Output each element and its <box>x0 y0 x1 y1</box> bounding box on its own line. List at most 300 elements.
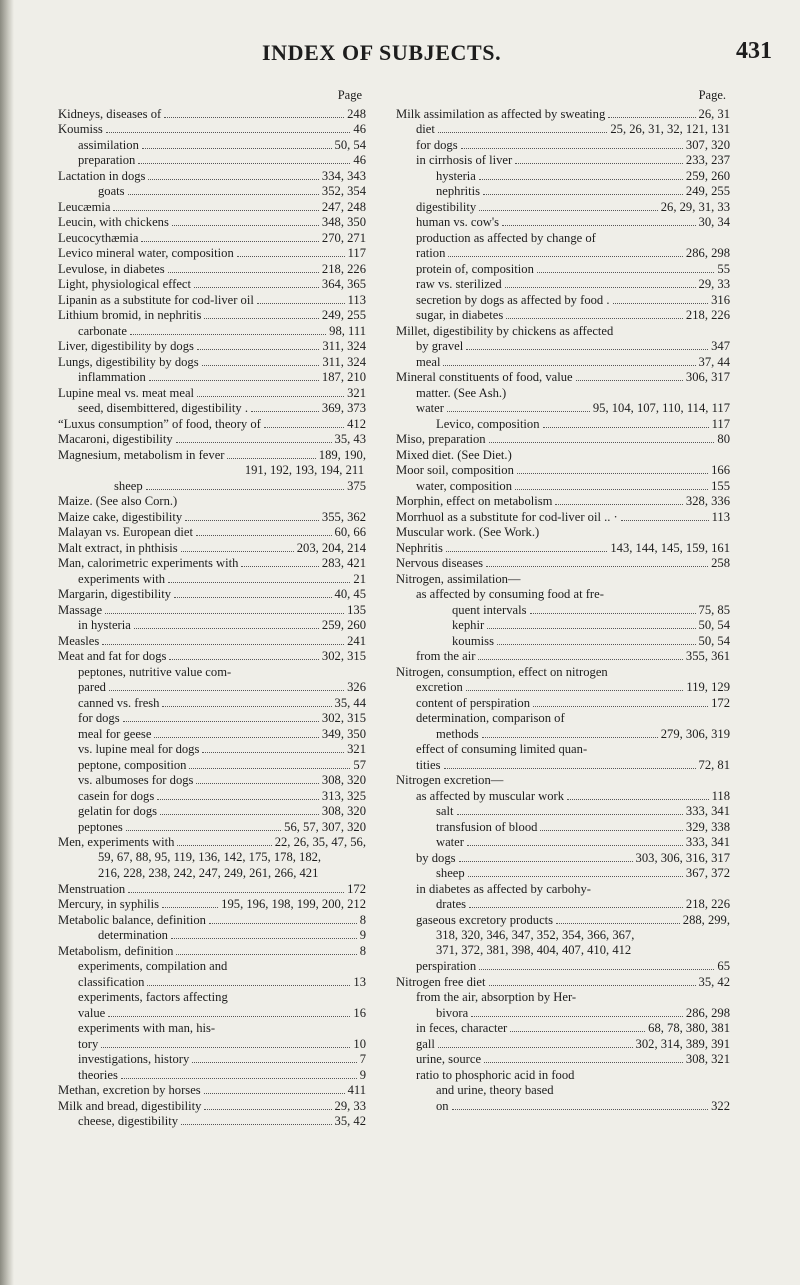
index-entry <box>58 974 366 990</box>
index-entry <box>396 246 730 262</box>
index-entry <box>396 463 730 479</box>
index-entry <box>58 1052 366 1068</box>
index-entry <box>396 850 730 866</box>
dot-leader <box>510 1031 645 1032</box>
index-entry <box>58 804 366 820</box>
index-entry <box>396 494 730 510</box>
index-term: salt <box>436 804 454 818</box>
dot-leader <box>202 752 344 753</box>
index-term: Malt extract, in phthisis <box>58 540 178 555</box>
index-term: vs. lupine meal for dogs <box>78 742 200 756</box>
page-reference: 316 <box>711 292 730 307</box>
dot-leader <box>438 1047 633 1048</box>
index-entry <box>58 928 366 944</box>
index-term: peptones, nutritive value com- <box>78 664 232 679</box>
index-entry <box>396 478 730 494</box>
page-reference: 26, 29, 31, 33 <box>660 199 730 214</box>
index-entry <box>58 897 366 913</box>
index-term: hysteria <box>436 168 476 183</box>
dot-leader <box>189 768 350 769</box>
dot-leader <box>171 938 357 939</box>
index-term: as affected by consuming food at fre- <box>416 587 604 601</box>
page-reference: 308, 320 <box>321 804 366 818</box>
page-reference: 308, 320 <box>321 773 366 787</box>
index-entry <box>396 664 730 680</box>
dot-leader <box>181 551 294 552</box>
index-term: nephritis <box>436 184 481 198</box>
index-term: tory <box>78 1036 99 1051</box>
page-reference: 311, 324 <box>322 354 366 369</box>
dot-leader <box>204 318 319 319</box>
index-term: assimilation <box>78 137 139 152</box>
page-reference: 172 <box>347 881 366 896</box>
page-reference: 329, 338 <box>685 819 730 834</box>
index-term: Mineral constituents of food, value <box>396 370 573 384</box>
index-term: Nitrogen free diet <box>396 974 486 989</box>
dot-leader <box>540 830 682 831</box>
page-reference: 288, 299, <box>682 912 730 927</box>
dot-leader <box>168 582 350 583</box>
dot-leader <box>478 659 682 660</box>
index-entry <box>58 773 366 789</box>
index-term: Metabolic balance, definition <box>58 912 206 927</box>
index-entry <box>396 261 730 277</box>
index-term: perspiration <box>416 959 477 973</box>
dot-leader <box>142 148 332 149</box>
index-term: Koumiss <box>58 122 103 136</box>
dot-leader <box>468 876 683 877</box>
dot-leader <box>169 659 319 660</box>
index-term: Liver, digestibility by dogs <box>58 339 194 353</box>
index-term: Lithium bromid, in nephritis <box>58 308 202 322</box>
index-term: in diabetes as affected by carbohy- <box>416 881 591 896</box>
dot-leader <box>148 179 318 180</box>
dot-leader <box>621 520 709 521</box>
dot-leader <box>576 380 683 381</box>
index-term: Maize. (See also Corn.) <box>58 494 178 508</box>
page-reference: 25, 26, 31, 32, 121, 131 <box>610 122 730 136</box>
index-term: quent intervals <box>452 602 527 617</box>
index-entry <box>58 246 366 262</box>
index-entry <box>58 292 366 308</box>
index-entry <box>58 122 366 138</box>
index-entry <box>396 1098 730 1114</box>
index-term: determination, comparison of <box>416 711 565 725</box>
index-term: Levulose, in diabetes <box>58 261 165 276</box>
index-term: water, composition <box>416 478 513 493</box>
index-entry <box>58 881 366 897</box>
index-entry <box>58 695 366 711</box>
dot-leader <box>181 1124 331 1125</box>
page-reference: 113 <box>347 292 366 307</box>
page-reference: 56, 57, 307, 320 <box>284 819 366 834</box>
page-reference: 50, 54 <box>334 137 366 152</box>
index-term: by gravel <box>416 339 464 353</box>
index-term: cheese, digestibility <box>78 1114 179 1128</box>
dot-leader <box>452 1109 709 1110</box>
index-entry <box>396 618 730 634</box>
page-reference: 313, 325 <box>321 788 366 803</box>
index-entry <box>58 168 366 184</box>
dot-leader <box>613 303 709 304</box>
dot-leader <box>196 535 332 536</box>
index-entry <box>58 711 366 727</box>
page-reference: 95, 104, 107, 110, 114, 117 <box>592 401 730 415</box>
index-entry <box>396 881 730 897</box>
index-entry <box>58 478 366 494</box>
index-term: experiments with <box>78 571 166 586</box>
index-entry <box>58 990 366 1006</box>
index-term: Leucin, with chickens <box>58 215 169 229</box>
page-reference: 195, 196, 198, 199, 200, 212 <box>221 897 366 911</box>
page-reference: 367, 372 <box>685 866 730 880</box>
index-term: Lungs, digestibility by dogs <box>58 354 199 369</box>
index-term: peptones <box>78 819 123 834</box>
dot-leader <box>537 272 715 273</box>
index-term: Massage <box>58 602 103 617</box>
page-reference: 40, 45 <box>334 587 366 601</box>
page-reference: 375 <box>347 478 366 493</box>
page-reference: 333, 341 <box>685 804 730 818</box>
index-term: Milk and bread, digestibility <box>58 1098 202 1113</box>
index-term: Lipanin as a substitute for cod-liver oil <box>58 292 254 307</box>
page-reference: 75, 85 <box>698 602 730 617</box>
index-entry <box>58 215 366 231</box>
index-term: tities <box>416 757 441 772</box>
index-term: for dogs <box>78 711 120 725</box>
index-entry <box>58 447 366 463</box>
index-entry <box>58 137 366 153</box>
index-entry <box>396 153 730 169</box>
index-entry <box>58 757 366 773</box>
index-term: Lactation in dogs <box>58 168 146 183</box>
page-reference: 60, 66 <box>334 525 366 539</box>
index-entry <box>58 1083 366 1099</box>
page-reference: 8 <box>359 912 366 927</box>
index-term: raw vs. sterilized <box>416 277 502 291</box>
page-reference: 8 <box>359 943 366 958</box>
page-reference: 119, 129 <box>686 680 730 694</box>
dot-leader <box>121 1078 357 1079</box>
index-term: in cirrhosis of liver <box>416 153 513 167</box>
dot-leader <box>174 597 331 598</box>
index-entry <box>58 835 366 851</box>
page-reference: 29, 33 <box>698 277 730 291</box>
dot-leader <box>194 287 319 288</box>
index-term: value <box>78 1005 106 1020</box>
page-reference: 50, 54 <box>698 618 730 632</box>
page-reference: 118 <box>711 788 730 803</box>
dot-leader <box>479 210 658 211</box>
index-term: Margarin, digestibility <box>58 587 172 601</box>
dot-leader <box>126 830 281 831</box>
dot-leader <box>138 163 350 164</box>
index-entry-continuation: 59, 67, 88, 95, 119, 136, 142, 175, 178, 182, <box>98 850 322 864</box>
index-entry <box>396 974 730 990</box>
dot-leader <box>202 365 320 366</box>
index-term: water <box>416 401 444 415</box>
index-entry <box>58 416 366 432</box>
index-entry <box>58 788 366 804</box>
index-entry <box>396 323 730 339</box>
dot-leader <box>105 613 344 614</box>
index-term: Nephritis <box>396 540 443 555</box>
index-entry <box>58 509 366 525</box>
index-entry <box>396 649 730 665</box>
index-entry <box>396 1052 730 1068</box>
page-reference: 347 <box>711 339 730 353</box>
page-reference: 57 <box>353 757 366 772</box>
page-reference: 135 <box>347 602 366 617</box>
dot-leader <box>177 845 271 846</box>
dot-leader <box>487 628 695 629</box>
page-reference: 7 <box>359 1052 366 1066</box>
page-reference: 16 <box>353 1005 366 1020</box>
dot-leader <box>517 473 708 474</box>
index-term: goats <box>98 184 125 198</box>
dot-leader <box>128 892 344 893</box>
dot-leader <box>543 427 709 428</box>
index-term: Maize cake, digestibility <box>58 509 183 524</box>
index-term: Magnesium, metabolism in fever <box>58 447 225 462</box>
index-entry <box>58 556 366 572</box>
index-entry <box>58 1036 366 1052</box>
page-reference: 348, 350 <box>321 215 366 229</box>
dot-leader <box>486 566 708 567</box>
index-entry <box>396 711 730 727</box>
index-column-right <box>396 88 730 1114</box>
dot-leader <box>446 551 607 552</box>
index-term: Levico mineral water, composition <box>58 246 234 260</box>
page-reference: 218, 226 <box>685 308 730 322</box>
index-term: experiments, factors affecting <box>78 990 228 1004</box>
index-entry <box>396 447 730 463</box>
index-entry-continuation: 191, 192, 193, 194, 211 <box>244 462 364 477</box>
index-term: Mercury, in syphilis <box>58 897 159 911</box>
dot-leader <box>113 210 318 211</box>
dot-leader <box>108 1016 350 1017</box>
index-term: water <box>436 835 464 849</box>
index-term: from the air, absorption by Her- <box>416 990 577 1004</box>
page-reference: 349, 350 <box>321 726 366 741</box>
index-term: Light, physiological effect <box>58 277 192 291</box>
index-entry <box>396 230 730 246</box>
index-entry <box>396 509 730 525</box>
index-term: peptone, composition <box>78 757 187 772</box>
page-reference: 307, 320 <box>685 137 730 152</box>
page-reference: 333, 341 <box>685 835 730 849</box>
index-entry <box>58 354 366 370</box>
page-reference: 334, 343 <box>321 168 366 183</box>
index-entry <box>58 540 366 556</box>
page-reference: 247, 248 <box>321 199 366 214</box>
index-term: matter. (See Ash.) <box>416 385 507 400</box>
index-entry <box>58 1098 366 1114</box>
dot-leader <box>506 318 683 319</box>
page-reference: 303, 306, 316, 317 <box>635 850 730 865</box>
dot-leader <box>109 690 344 691</box>
index-entry <box>396 773 730 789</box>
index-entry <box>58 587 366 603</box>
index-term: ration <box>416 246 446 260</box>
index-term: Macaroni, digestibility <box>58 432 173 446</box>
page-reference: 22, 26, 35, 47, 56, <box>274 835 366 849</box>
index-term: Kidneys, diseases of <box>58 106 162 121</box>
index-term: classification <box>78 974 145 989</box>
dot-leader <box>168 272 319 273</box>
index-term: Milk assimilation as affected by sweating <box>396 106 606 121</box>
index-entry <box>58 602 366 618</box>
page-reference: 29, 33 <box>334 1098 366 1113</box>
index-entry <box>58 153 366 169</box>
dot-leader <box>227 458 315 459</box>
dot-leader <box>484 1062 683 1063</box>
dot-leader <box>204 1093 345 1094</box>
page-reference: 72, 81 <box>698 757 730 772</box>
index-entry <box>58 339 366 355</box>
dot-leader <box>251 411 319 412</box>
page-reference: 13 <box>353 974 366 989</box>
index-term: investigations, history <box>78 1052 190 1066</box>
page-reference: 65 <box>717 959 730 973</box>
page-reference: 10 <box>353 1036 366 1051</box>
index-entry <box>58 912 366 928</box>
page-number: 431 <box>736 38 772 64</box>
page-reference: 172 <box>711 695 730 710</box>
index-term: on <box>436 1098 449 1113</box>
index-entry <box>396 106 730 122</box>
index-term: meal <box>416 354 441 369</box>
dot-leader <box>466 690 684 691</box>
index-entry <box>396 277 730 293</box>
dot-leader <box>196 783 318 784</box>
page-reference: 46 <box>353 122 366 136</box>
index-entry <box>58 525 366 541</box>
page-reference: 321 <box>347 742 366 756</box>
page-reference: 155 <box>711 478 730 493</box>
index-term: sheep <box>436 866 465 880</box>
page-reference: 306, 317 <box>685 370 730 384</box>
dot-leader <box>264 427 344 428</box>
index-entry <box>396 385 730 401</box>
index-term: Meat and fat for dogs <box>58 649 167 663</box>
dot-leader <box>457 814 683 815</box>
dot-leader <box>479 179 683 180</box>
page-reference: 35, 42 <box>698 974 730 989</box>
dot-leader <box>555 504 682 505</box>
page-reference: 143, 144, 145, 159, 161 <box>610 540 730 555</box>
index-entry <box>396 292 730 308</box>
index-entry <box>396 866 730 882</box>
index-term: ratio to phosphoric acid in food <box>416 1067 575 1082</box>
page-reference: 279, 306, 319 <box>660 726 730 741</box>
index-entry <box>396 215 730 231</box>
dot-leader <box>176 442 332 443</box>
index-entry <box>58 370 366 386</box>
index-entry-continuation: 318, 320, 346, 347, 352, 354, 366, 367, <box>436 927 635 942</box>
page-reference: 270, 271 <box>321 230 366 245</box>
page-reference: 355, 361 <box>685 649 730 663</box>
dot-leader <box>443 365 695 366</box>
index-term: canned vs. fresh <box>78 695 160 710</box>
index-term: pared <box>78 680 106 694</box>
page-column-label: Page <box>337 88 362 102</box>
page-reference: 286, 298 <box>685 246 730 260</box>
index-entry <box>58 726 366 742</box>
index-term: Nitrogen, consumption, effect on nitrogen <box>396 664 608 679</box>
index-term: Morrhuol as a substitute for cod-liver oil .. · <box>396 509 618 524</box>
index-entry <box>58 184 366 200</box>
page-reference: 35, 42 <box>334 1114 366 1128</box>
dot-leader <box>147 985 350 986</box>
page-column-label: Page. <box>698 88 726 102</box>
index-entry <box>396 432 730 448</box>
index-term: gelatin for dogs <box>78 804 158 818</box>
index-term: in hysteria <box>78 618 131 632</box>
index-entry <box>396 757 730 773</box>
index-term: Leucæmia <box>58 199 111 214</box>
page-reference: 50, 54 <box>698 633 730 648</box>
index-entry <box>396 726 730 742</box>
page-reference: 166 <box>711 463 730 477</box>
page-reference: 113 <box>711 509 730 524</box>
page-reference: 80 <box>717 432 730 446</box>
dot-leader <box>123 721 319 722</box>
running-title: INDEX OF SUBJECTS. <box>262 40 502 65</box>
page-reference: 26, 31 <box>698 106 730 121</box>
index-term: Muscular work. (See Work.) <box>396 525 540 539</box>
page-spine-shadow <box>0 0 14 1285</box>
index-term: kephir <box>452 618 485 632</box>
index-term: inflammation <box>78 370 146 384</box>
dot-leader <box>533 706 708 707</box>
index-entry <box>58 1005 366 1021</box>
dot-leader <box>197 396 344 397</box>
index-term: Measles <box>58 633 100 648</box>
index-entry <box>58 323 366 339</box>
page-reference: 321 <box>347 385 366 400</box>
index-entry <box>396 556 730 572</box>
page-reference: 328, 336 <box>685 494 730 508</box>
dot-leader <box>237 256 345 257</box>
index-term: “Luxus consumption” of food, theory of <box>58 416 261 431</box>
page-reference: 411 <box>347 1083 366 1097</box>
index-entry <box>396 184 730 200</box>
index-entry <box>396 401 730 417</box>
index-entry <box>396 1036 730 1052</box>
page-reference: 218, 226 <box>321 261 366 276</box>
dot-leader <box>241 566 318 567</box>
index-term: Lupine meal vs. meat meal <box>58 385 195 400</box>
dot-leader <box>502 225 695 226</box>
index-term: meal for geese <box>78 726 152 741</box>
index-term: bivora <box>436 1005 469 1020</box>
index-term: Miso, preparation <box>396 432 486 446</box>
page-reference: 322 <box>711 1098 730 1113</box>
page-reference: 249, 255 <box>321 308 366 322</box>
index-term: by dogs <box>416 850 456 865</box>
index-term: Menstruation <box>58 881 126 896</box>
index-entry <box>58 261 366 277</box>
dot-leader <box>483 194 683 195</box>
index-entry <box>58 106 366 122</box>
index-term: Nitrogen excretion— <box>396 773 504 787</box>
dot-leader <box>505 287 696 288</box>
index-entry <box>58 680 366 696</box>
index-term: production as affected by change of <box>416 230 596 245</box>
dot-leader <box>444 768 696 769</box>
dot-leader <box>162 907 218 908</box>
